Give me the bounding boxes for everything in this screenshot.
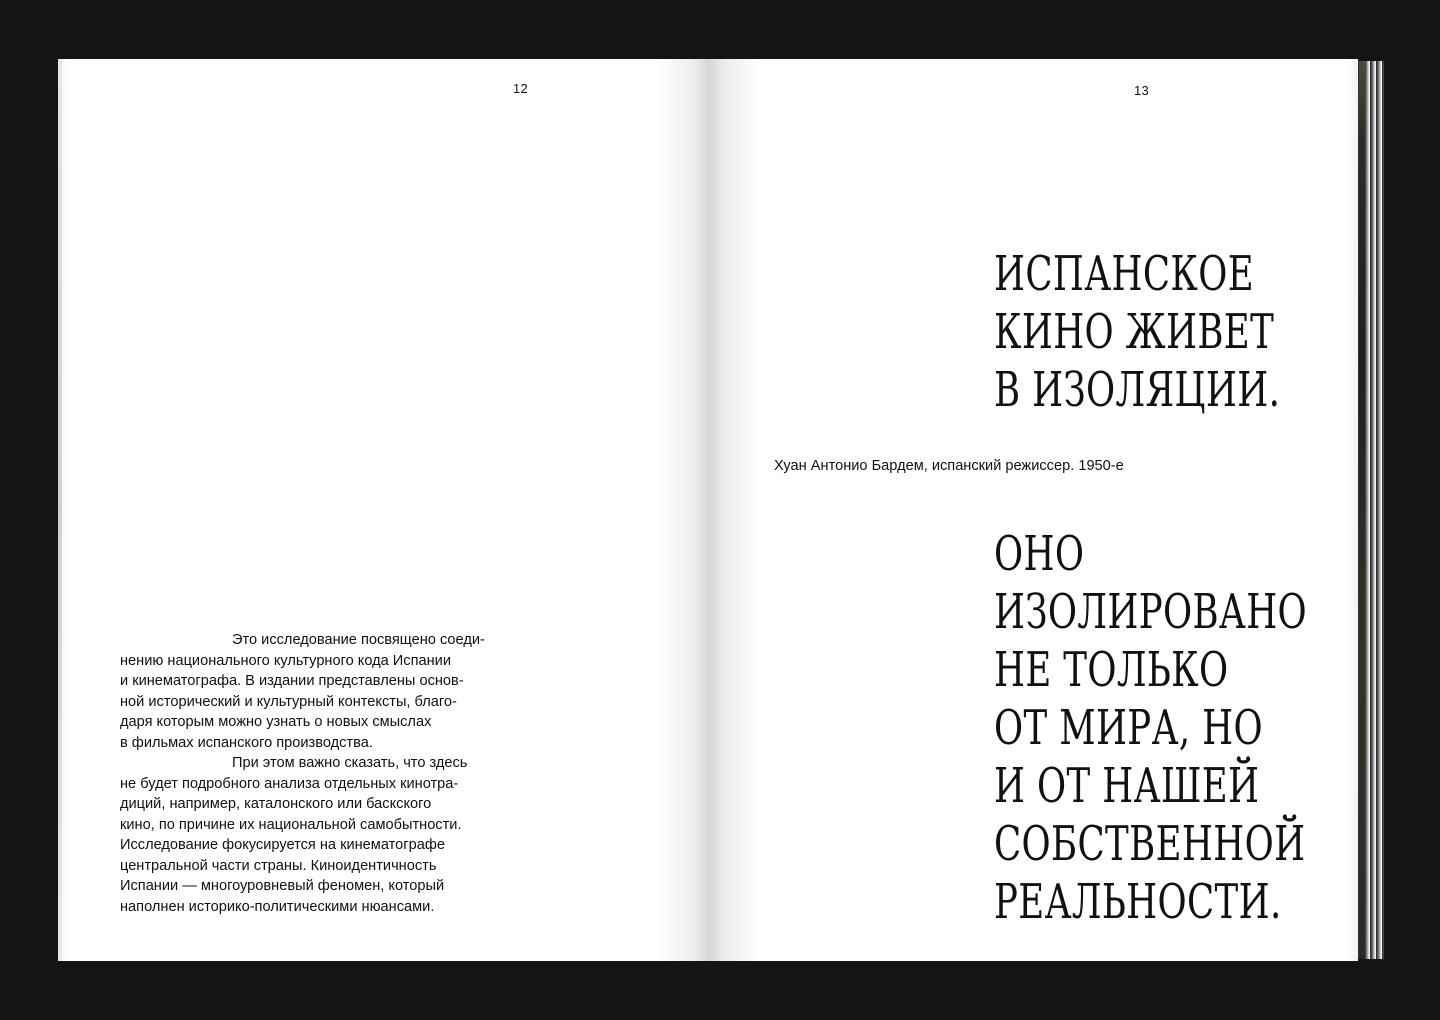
page-number-left: 12	[513, 81, 529, 96]
left-page-edge	[58, 59, 62, 961]
body-line: Это исследование посвящено соеди-	[232, 632, 485, 648]
quote-line: ОТ МИРА, НО	[994, 700, 1264, 756]
body-line: в фильмах испанского производства.	[120, 734, 373, 751]
body-line: ной исторический и культурный контексты, благо-	[120, 693, 457, 710]
quote-line: КИНО ЖИВЕТ	[994, 304, 1275, 360]
body-line: Испании — многоуровневый феномен, который	[120, 878, 445, 894]
body-line: и кинематографа. В издании представлены основ-	[120, 673, 464, 689]
page-number-right: 13	[1134, 83, 1150, 98]
body-line: кино, по причине их национальной самобытности.	[120, 816, 462, 833]
body-line: центральной части страны. Киноидентичность	[120, 857, 437, 874]
body-line: не будет подробного анализа отдельных кинотра-	[120, 775, 459, 792]
body-line: Исследование фокусируется на кинематографе	[120, 837, 445, 853]
quote-headline-bottom	[994, 525, 1307, 931]
quote-line: ИЗОЛИРОВАНО	[994, 584, 1308, 640]
quote-line: РЕАЛЬНОСТИ.	[994, 874, 1282, 930]
quote-line: В ИЗОЛЯЦИИ.	[994, 362, 1281, 418]
body-line: наполнен историко-политическими нюансами.	[120, 898, 435, 915]
body-text	[120, 630, 560, 917]
body-line: даря которым можно узнать о новых смыслах	[120, 714, 432, 730]
quote-line: ОНО	[994, 526, 1085, 582]
quote-headline-top	[994, 245, 1280, 419]
quote-line: СОБСТВЕННОЙ	[994, 816, 1306, 872]
book-spread	[58, 59, 1358, 961]
right-page	[708, 59, 1358, 961]
quote-line: НЕ ТОЛЬКО	[994, 642, 1229, 698]
book-cover-edge	[1359, 61, 1365, 959]
body-line: нению национального культурного кода Испании	[120, 652, 451, 669]
quote-attribution: Хуан Антонио Бардем, испанский режиссер. 1950-е	[774, 458, 1124, 474]
body-line: диций, например, каталонского или баскского	[120, 796, 432, 812]
quote-line: И ОТ НАШЕЙ	[994, 758, 1260, 814]
quote-line: ИСПАНСКОЕ	[994, 246, 1255, 302]
left-page	[58, 59, 708, 961]
body-line: При этом важно сказать, что здесь	[232, 755, 468, 771]
